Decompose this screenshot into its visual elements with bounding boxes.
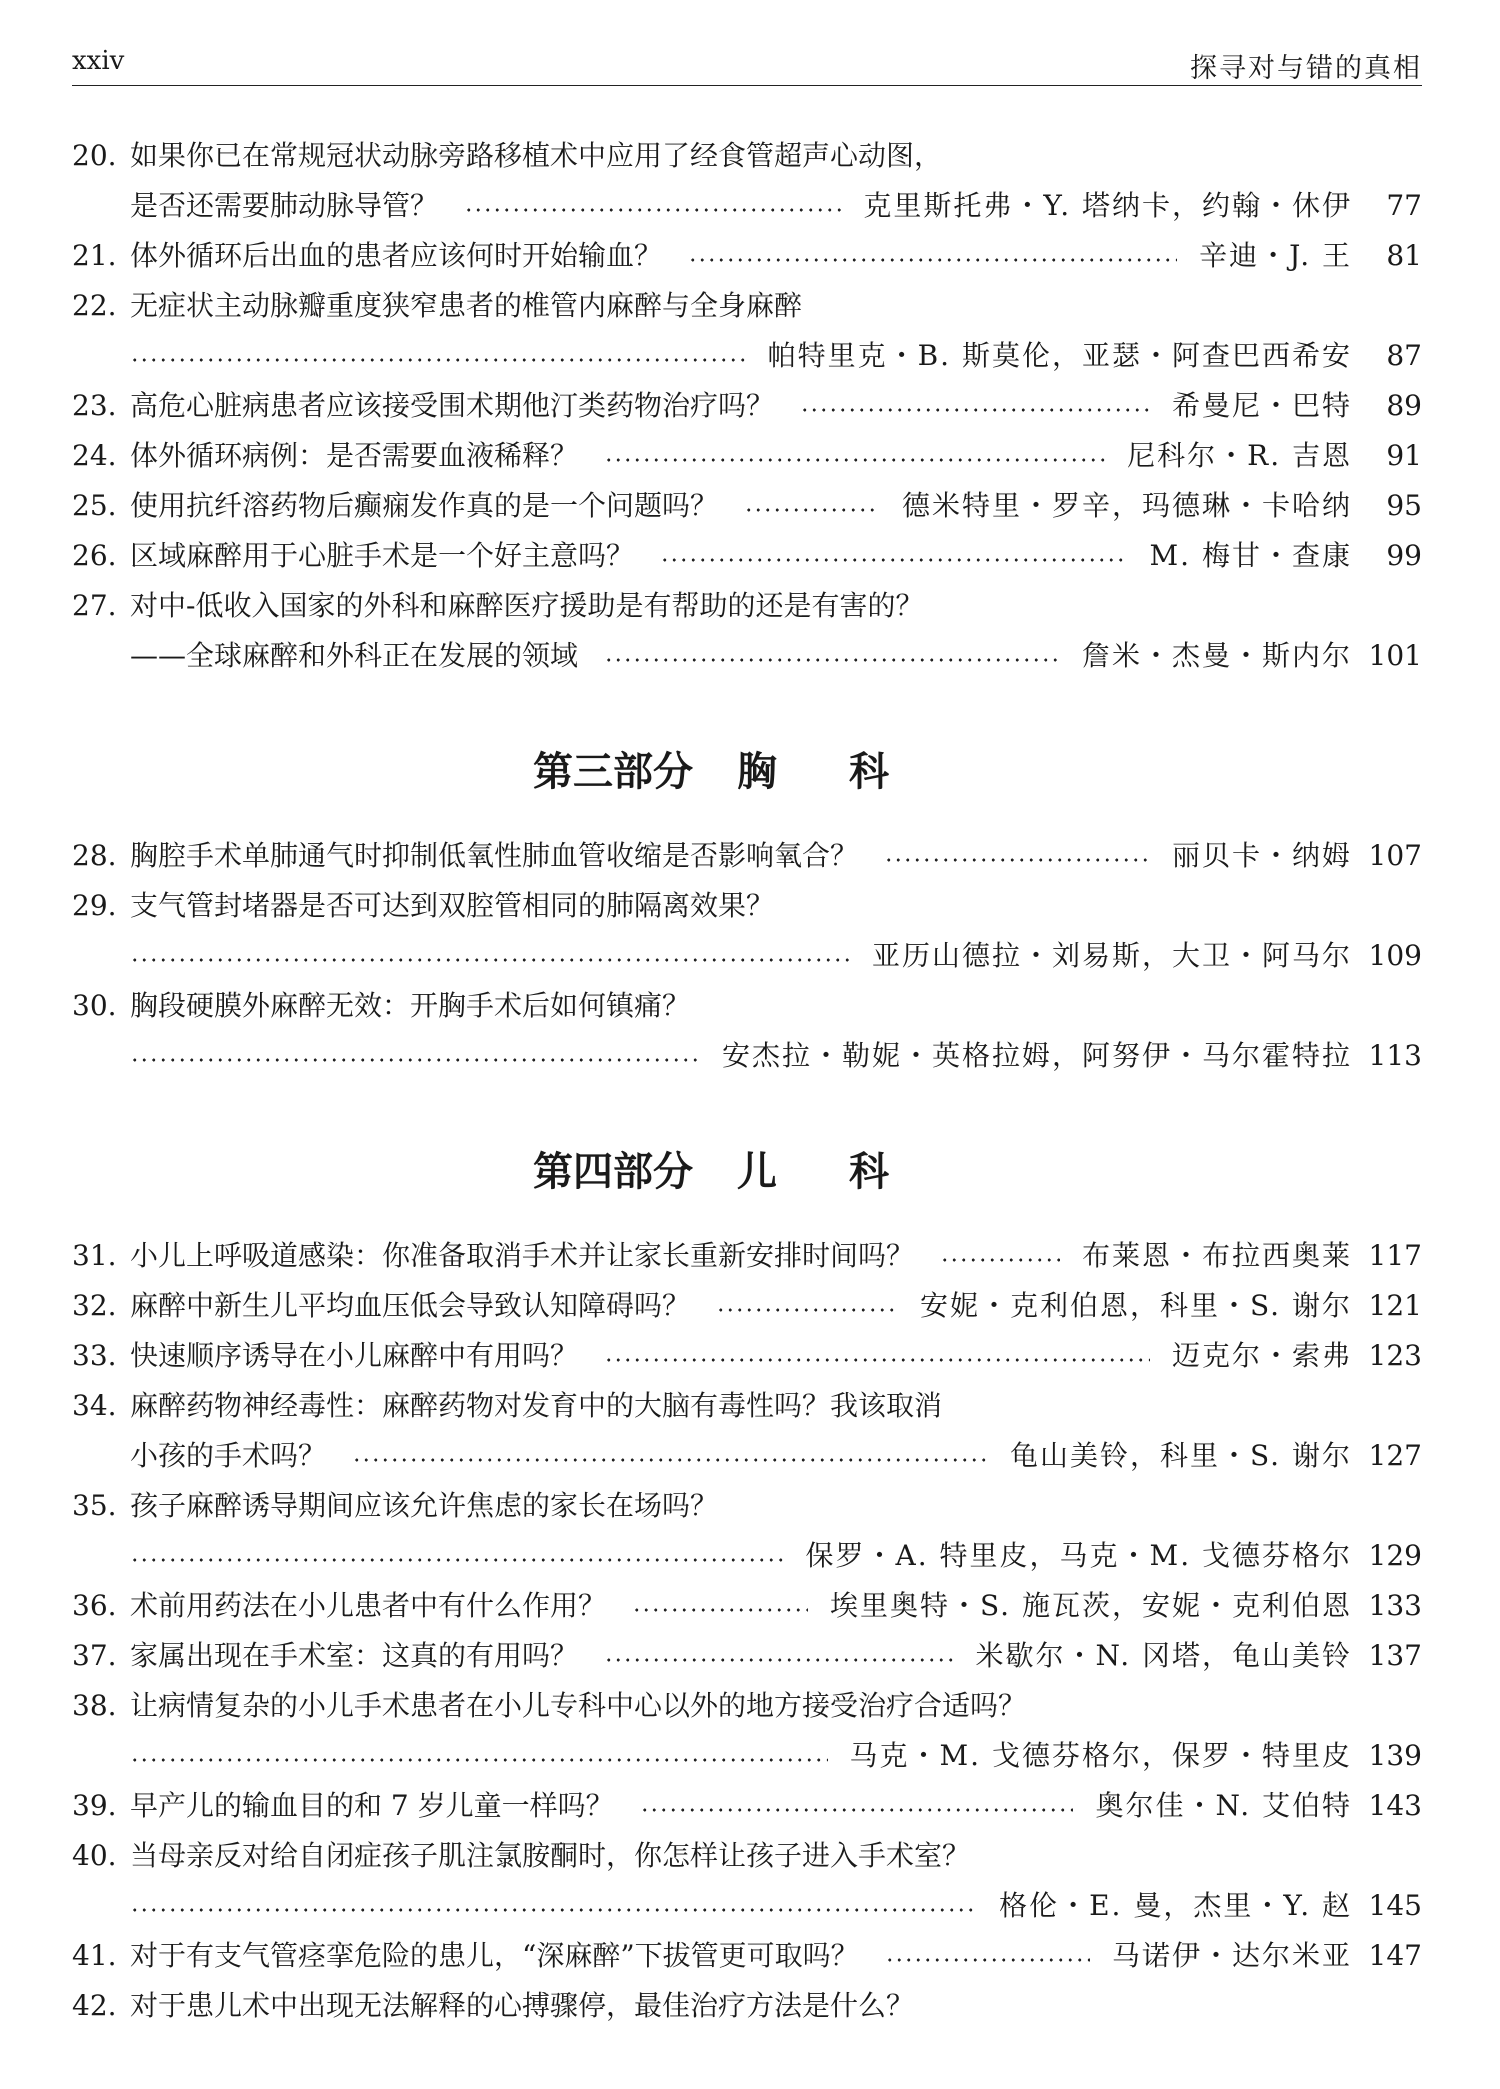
toc-entry-line (72, 1036, 1422, 1076)
dot-leader (688, 258, 1177, 262)
dot-leader (632, 1608, 808, 1612)
entry-authors: 詹米・杰曼・斯内尔 (1081, 639, 1352, 672)
entry-number: 33. (72, 1339, 117, 1372)
toc-entry-line (72, 886, 1422, 926)
dot-leader (130, 1558, 784, 1562)
entry-number: 41. (72, 1939, 117, 1972)
running-head (72, 46, 1422, 86)
entry-number: 32. (72, 1289, 117, 1322)
entry-title: 使用抗纤溶药物后癫痫发作真的是一个问题吗？ (130, 489, 719, 522)
entry-title: 对于有支气管痉挛危险的患儿，“深麻醉”下拔管更可取吗？ (130, 1939, 859, 1972)
dot-leader (884, 858, 1150, 862)
entry-authors: 布莱恩・布拉西奥莱 (1081, 1239, 1352, 1272)
toc-entry-line (72, 1336, 1422, 1376)
toc-entry-line (72, 536, 1422, 576)
entry-page-number: 109 (1368, 939, 1422, 972)
dot-leader (660, 558, 1128, 562)
dot-leader (940, 1258, 1060, 1262)
dot-leader (885, 1958, 1090, 1962)
section-heading (72, 742, 1422, 802)
entry-authors: 马克・M. 戈德芬格尔，保罗・特里皮 (849, 1739, 1352, 1772)
entry-title: 是否还需要肺动脉导管？ (130, 189, 439, 222)
entry-page-number: 137 (1368, 1639, 1422, 1672)
toc-entry-line (72, 936, 1422, 976)
dot-leader (130, 958, 850, 962)
toc-entry-line (72, 1736, 1422, 1776)
toc-entry-line (72, 386, 1422, 426)
entry-title: 快速顺序诱导在小儿麻醉中有用吗？ (130, 1339, 579, 1372)
entry-authors: 埃里奥特・S. 施瓦茨，安妮・克利伯恩 (830, 1589, 1352, 1622)
entry-page-number: 139 (1368, 1739, 1422, 1772)
entry-page-number: 107 (1368, 839, 1422, 872)
entry-number: 23. (72, 389, 117, 422)
entry-title: 家属出现在手术室：这真的有用吗？ (130, 1639, 579, 1672)
entry-authors: 马诺伊・达尔米亚 (1111, 1939, 1352, 1972)
dot-leader (604, 658, 1060, 662)
entry-title: 如果你已在常规冠状动脉旁路移植术中应用了经食管超声心动图， (130, 139, 943, 172)
toc-entry-line (72, 1886, 1422, 1926)
entry-number: 24. (72, 439, 117, 472)
entry-authors: 迈克尔・索弗 (1171, 1339, 1352, 1372)
dot-leader (130, 1758, 828, 1762)
toc-entry-line (72, 186, 1422, 226)
entry-title: 区域麻醉用于心脏手术是一个好主意吗？ (130, 539, 635, 572)
entry-authors: 亚历山德拉・刘易斯，大卫・阿马尔 (871, 939, 1352, 972)
toc-entry-line (72, 636, 1422, 676)
entry-title: 麻醉中新生儿平均血压低会导致认知障碍吗？ (130, 1289, 691, 1322)
toc-entry-line (72, 836, 1422, 876)
entry-page-number: 117 (1368, 1239, 1422, 1272)
page-number: xxiv (72, 46, 125, 76)
entry-title: 对中-低收入国家的外科和麻醉医疗援助是有帮助的还是有害的？ (130, 589, 924, 622)
entry-title: 让病情复杂的小儿手术患者在小儿专科中心以外的地方接受治疗合适吗？ (130, 1689, 1027, 1722)
section-name: 胸科 (737, 748, 961, 795)
entry-number: 35. (72, 1489, 117, 1522)
entry-authors: 帕特里克・B. 斯莫伦，亚瑟・阿查巴西希安 (767, 339, 1352, 372)
entry-authors: 尼科尔・R. 吉恩 (1127, 439, 1352, 472)
entry-page-number: 123 (1368, 1339, 1422, 1372)
entry-authors: 保罗・A. 特里皮，马克・M. 戈德芬格尔 (805, 1539, 1352, 1572)
toc-entry-line (72, 1386, 1422, 1426)
entry-number: 25. (72, 489, 117, 522)
entry-title: 麻醉药物神经毒性：麻醉药物对发育中的大脑有毒性吗？我该取消 (130, 1389, 943, 1422)
entry-number: 36. (72, 1589, 117, 1622)
entry-authors: 格伦・E. 曼，杰里・Y. 赵 (999, 1889, 1352, 1922)
entry-title: 孩子麻醉诱导期间应该允许焦虑的家长在场吗？ (130, 1489, 719, 1522)
entry-page-number: 143 (1368, 1789, 1422, 1822)
entry-authors: 德米特里・罗辛，玛德琳・卡哈纳 (901, 489, 1352, 522)
dot-leader (604, 458, 1105, 462)
toc-entry-line (72, 1536, 1422, 1576)
dot-leader (130, 358, 746, 362)
entry-number: 31. (72, 1239, 117, 1272)
toc-entry-line (72, 1686, 1422, 1726)
dot-leader (800, 408, 1150, 412)
toc-entry-line (72, 1986, 1422, 2026)
dot-leader (640, 1808, 1074, 1812)
entry-authors: 丽贝卡・纳姆 (1171, 839, 1352, 872)
dot-leader (352, 1458, 988, 1462)
entry-page-number: 113 (1368, 1039, 1422, 1072)
toc-entry-line (72, 1286, 1422, 1326)
section-heading (72, 1142, 1422, 1202)
entry-number: 27. (72, 589, 117, 622)
section-part-label: 第三部分 (533, 748, 693, 795)
book-page (72, 0, 1422, 2089)
entry-title: 对于患儿术中出现无法解释的心搏骤停，最佳治疗方法是什么？ (130, 1989, 915, 2022)
entry-page-number: 81 (1386, 239, 1422, 272)
toc-entry-line (72, 286, 1422, 326)
dot-leader (744, 508, 880, 512)
toc-entry-line (72, 436, 1422, 476)
entry-number: 22. (72, 289, 117, 322)
entry-authors: 奥尔佳・N. 艾伯特 (1095, 1789, 1352, 1822)
entry-page-number: 127 (1368, 1439, 1422, 1472)
toc-entry-line (72, 486, 1422, 526)
entry-title: ——全球麻醉和外科正在发展的领域 (130, 639, 579, 672)
entry-title: 高危心脏病患者应该接受围术期他汀类药物治疗吗？ (130, 389, 775, 422)
toc-entry-line (72, 1636, 1422, 1676)
entry-authors: 辛迪・J. 王 (1199, 239, 1352, 272)
entry-title: 小孩的手术吗？ (130, 1439, 327, 1472)
toc-entry-line (72, 236, 1422, 276)
entry-page-number: 95 (1386, 489, 1422, 522)
toc-entry-line (72, 336, 1422, 376)
entry-title: 胸段硬膜外麻醉无效：开胸手术后如何镇痛？ (130, 989, 691, 1022)
dot-leader (130, 1908, 977, 1912)
entry-number: 42. (72, 1989, 117, 2022)
entry-number: 21. (72, 239, 117, 272)
entry-title: 体外循环病例：是否需要血液稀释？ (130, 439, 579, 472)
toc-entry-line (72, 1786, 1422, 1826)
dot-leader (604, 1658, 953, 1662)
entry-number: 40. (72, 1839, 117, 1872)
dot-leader (464, 208, 841, 212)
toc-entry-line (72, 1486, 1422, 1526)
section-name: 儿科 (737, 1148, 961, 1195)
toc-entry-line (72, 1436, 1422, 1476)
entry-authors: 米歇尔・N. 冈塔，龟山美铃 (975, 1639, 1352, 1672)
entry-page-number: 77 (1386, 189, 1422, 222)
entry-title: 胸腔手术单肺通气时抑制低氧性肺血管收缩是否影响氧合？ (130, 839, 859, 872)
entry-authors: 安杰拉・勒妮・英格拉姆，阿努伊・马尔霍特拉 (721, 1039, 1352, 1072)
entry-authors: M. 梅甘・查康 (1149, 539, 1352, 572)
entry-page-number: 99 (1386, 539, 1422, 572)
entry-number: 28. (72, 839, 117, 872)
entry-number: 26. (72, 539, 117, 572)
entry-title: 小儿上呼吸道感染：你准备取消手术并让家长重新安排时间吗？ (130, 1239, 915, 1272)
dot-leader (604, 1358, 1150, 1362)
entry-number: 37. (72, 1639, 117, 1672)
entry-title: 早产儿的输血目的和 7 岁儿童一样吗？ (130, 1789, 614, 1822)
toc-entry-line (72, 1236, 1422, 1276)
entry-title: 术前用药法在小儿患者中有什么作用？ (130, 1589, 607, 1622)
entry-number: 39. (72, 1789, 117, 1822)
entry-number: 20. (72, 139, 117, 172)
entry-page-number: 91 (1386, 439, 1422, 472)
entry-page-number: 89 (1386, 389, 1422, 422)
entry-page-number: 145 (1368, 1889, 1422, 1922)
toc-entry-line (72, 586, 1422, 626)
entry-title: 体外循环后出血的患者应该何时开始输血？ (130, 239, 663, 272)
entry-number: 30. (72, 989, 117, 1022)
entry-title: 无症状主动脉瓣重度狭窄患者的椎管内麻醉与全身麻醉 (130, 289, 803, 322)
entry-authors: 希曼尼・巴特 (1171, 389, 1352, 422)
entry-number: 34. (72, 1389, 117, 1422)
dot-leader (716, 1308, 898, 1312)
toc-entry-line (72, 986, 1422, 1026)
entry-page-number: 101 (1368, 639, 1422, 672)
book-title: 探寻对与错的真相 (1190, 53, 1422, 84)
toc-entry-line (72, 1936, 1422, 1976)
entry-page-number: 129 (1368, 1539, 1422, 1572)
section-part-label: 第四部分 (533, 1148, 693, 1195)
entry-page-number: 87 (1386, 339, 1422, 372)
entry-number: 38. (72, 1689, 117, 1722)
entry-title: 支气管封堵器是否可达到双腔管相同的肺隔离效果？ (130, 889, 775, 922)
entry-authors: 克里斯托弗・Y. 塔纳卡，约翰・休伊 (863, 189, 1352, 222)
toc-entry-line (72, 1836, 1422, 1876)
entry-authors: 安妮・克利伯恩，科里・S. 谢尔 (920, 1289, 1352, 1322)
entry-page-number: 121 (1368, 1289, 1422, 1322)
dot-leader (130, 1058, 700, 1062)
toc-entry-line (72, 136, 1422, 176)
entry-number: 29. (72, 889, 117, 922)
entry-page-number: 147 (1368, 1939, 1422, 1972)
entry-page-number: 133 (1368, 1589, 1422, 1622)
entry-authors: 龟山美铃，科里・S. 谢尔 (1010, 1439, 1352, 1472)
entry-title: 当母亲反对给自闭症孩子肌注氯胺酮时，你怎样让孩子进入手术室？ (130, 1839, 971, 1872)
toc-entry-line (72, 1586, 1422, 1626)
